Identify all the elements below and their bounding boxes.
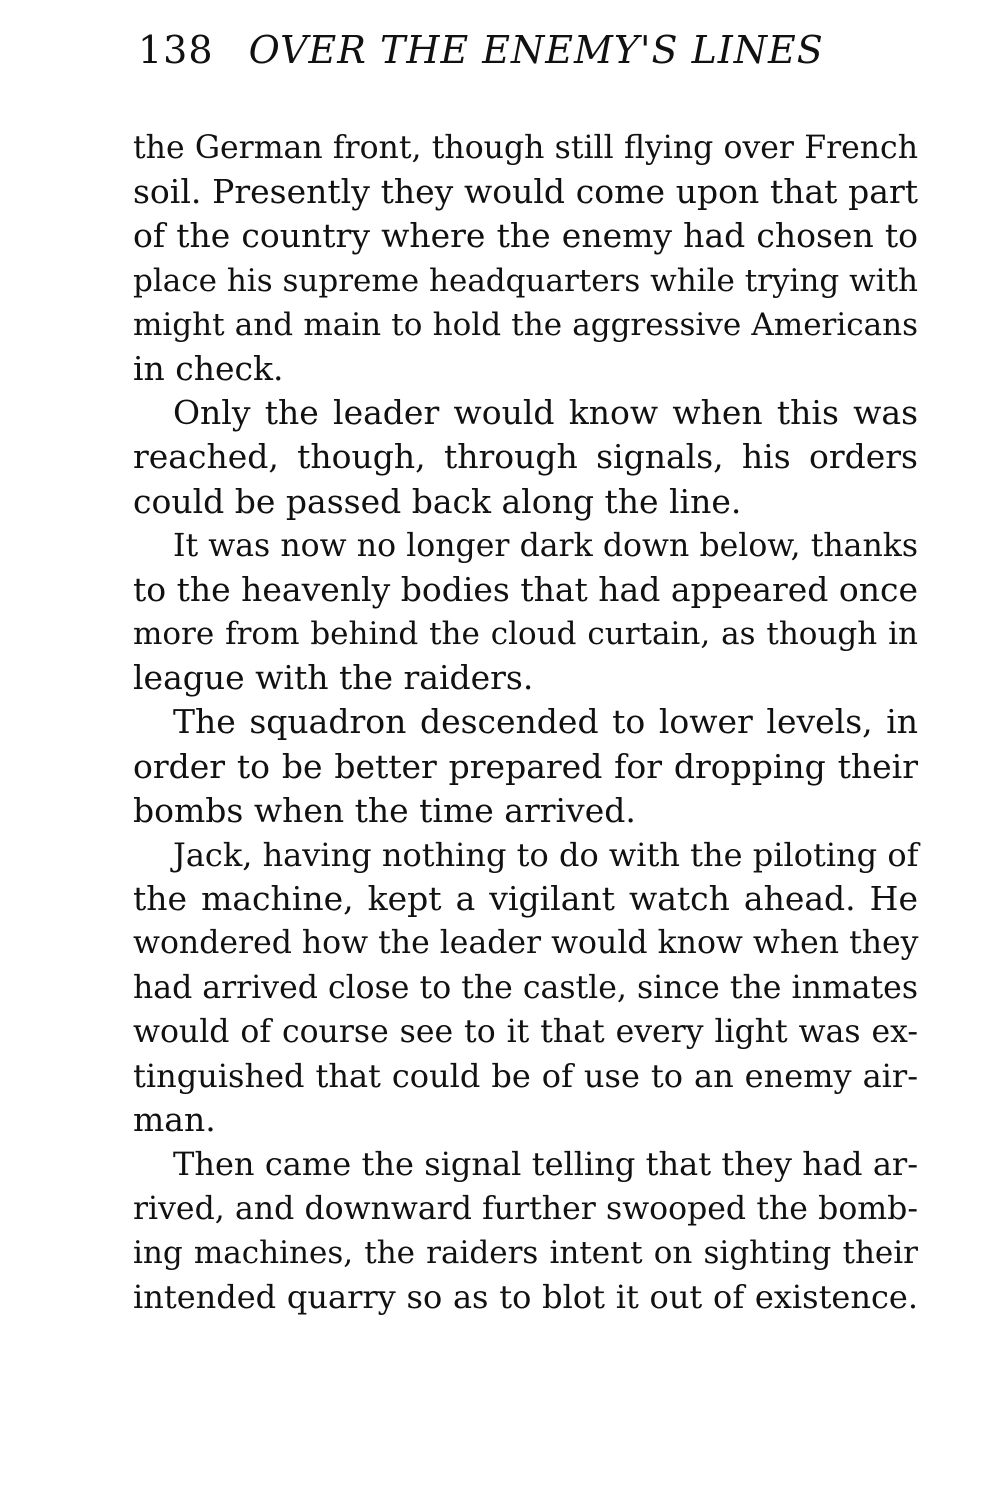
text-line: Only the leader would know when this was <box>173 393 918 433</box>
text-line: the German front, though still flying over French <box>133 130 918 166</box>
paragraph-2 <box>133 391 918 524</box>
text-line: bombs when the time arrived. <box>133 790 636 830</box>
text-line: intended quarry so as to blot it out of existence. <box>133 1277 918 1316</box>
paragraph-5 <box>133 833 918 1142</box>
text-line: the machine, kept a vigilant watch ahead. He <box>133 879 918 919</box>
text-line: wondered how the leader would know when they <box>133 925 919 962</box>
paragraph-3 <box>133 524 918 701</box>
text-line: in check. <box>133 348 284 388</box>
paragraph-4 <box>133 700 918 833</box>
page-number: 138 <box>138 28 214 72</box>
text-line: had arrived close to the castle, since the inmates <box>133 969 918 1006</box>
text-line: tinguished that could be of use to an enemy air- <box>133 1056 918 1095</box>
running-head <box>138 28 918 72</box>
text-line: to the heavenly bodies that had appeared once <box>133 569 919 609</box>
text-line: Jack, having nothing to do with the piloting of <box>173 836 919 874</box>
text-line: place his supreme headquarters while trying with <box>133 262 918 299</box>
text-line: Then came the signal telling that they had ar- <box>173 1145 918 1184</box>
text-line: rived, and downward further swooped the bomb- <box>133 1190 918 1227</box>
text-line: of the country where the enemy had chosen to <box>133 216 918 256</box>
text-line: reached, though, through signals, his orders <box>133 437 918 477</box>
text-line: order to be better prepared for dropping their <box>133 746 918 786</box>
text-line: would of course see to it that every light was ex- <box>133 1013 918 1050</box>
paragraph-1 <box>133 126 918 391</box>
text-line: It was now no longer dark down below, thanks <box>173 527 918 564</box>
text-line: man. <box>133 1100 216 1140</box>
text-line: more from behind the cloud curtain, as though in <box>133 616 918 653</box>
text-line: soil. Presently they would come upon that part <box>133 172 918 212</box>
text-line: league with the raiders. <box>133 658 534 698</box>
text-line: could be passed back along the line. <box>133 481 742 521</box>
body-text <box>133 126 918 1319</box>
text-line: The squadron descended to lower levels, in <box>173 702 918 742</box>
text-line: ing machines, the raiders intent on sighting their <box>133 1234 918 1271</box>
book-title: OVER THE ENEMY'S LINES <box>248 28 824 72</box>
paragraph-6 <box>133 1142 918 1319</box>
text-line: might and main to hold the aggressive Americans <box>133 306 918 343</box>
